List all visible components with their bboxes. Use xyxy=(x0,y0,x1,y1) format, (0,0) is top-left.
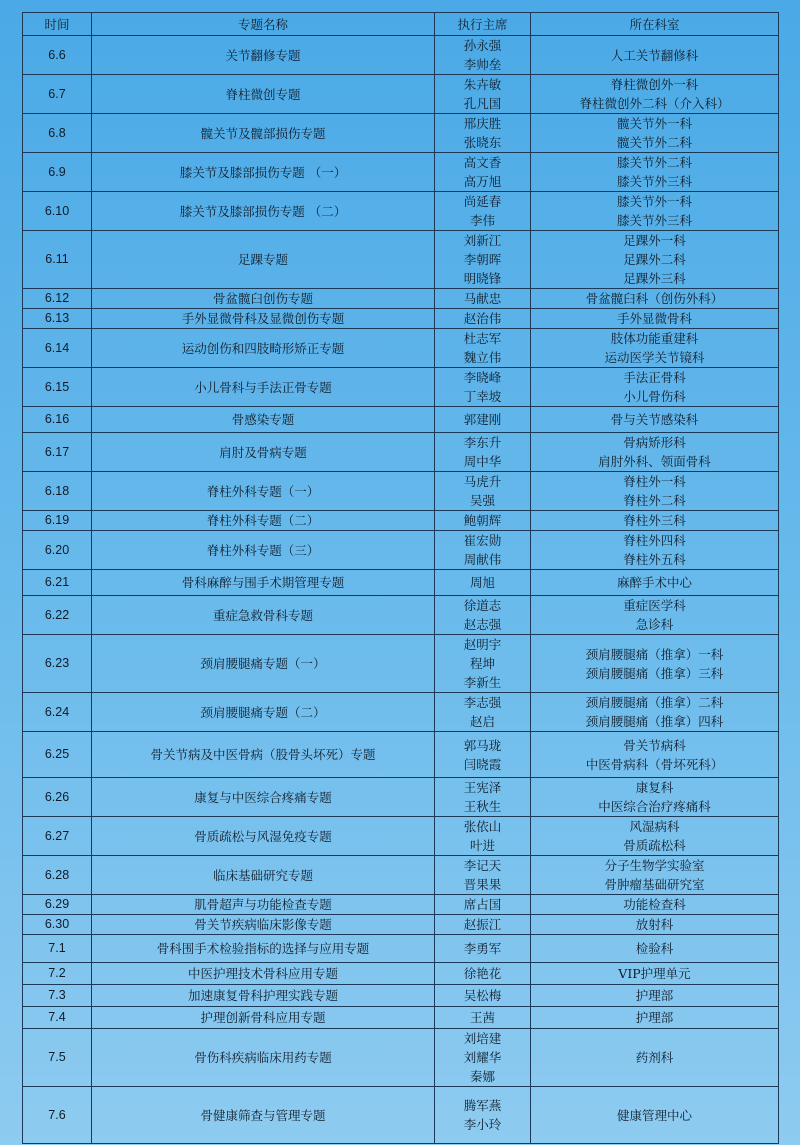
dept-name: 肢体功能重建科 xyxy=(610,331,699,346)
date-cell: 6.16 xyxy=(23,407,92,433)
chair-name: 李小玲 xyxy=(463,1117,502,1132)
header-topic: 专题名称 xyxy=(92,13,435,36)
dept-name: 脊柱外四科 xyxy=(623,533,686,548)
dept-cell xyxy=(531,596,779,635)
topic-cell: 骨健康筛查与管理专题 xyxy=(92,1087,435,1144)
dept-name: 麻醉手术中心 xyxy=(616,575,692,590)
dept-name: VIP护理单元 xyxy=(618,966,691,981)
header-row xyxy=(23,13,779,36)
chair-cell xyxy=(435,915,531,935)
table-row xyxy=(23,635,779,693)
dept-cell xyxy=(531,309,779,329)
chair-name: 魏立伟 xyxy=(463,350,502,365)
chair-cell xyxy=(435,635,531,693)
chair-cell xyxy=(435,36,531,75)
topic-cell: 脊柱微创专题 xyxy=(92,75,435,114)
chair-cell xyxy=(435,433,531,472)
dept-name: 骨病矫形科 xyxy=(623,435,686,450)
dept-cell xyxy=(531,635,779,693)
chair-name: 秦娜 xyxy=(469,1069,495,1084)
date-cell: 6.25 xyxy=(23,732,92,778)
date-cell: 6.6 xyxy=(23,36,92,75)
chair-name: 王宪泽 xyxy=(463,780,502,795)
chair-name: 席占国 xyxy=(463,897,502,912)
dept-name: 骨肿瘤基础研究室 xyxy=(604,877,705,892)
chair-cell xyxy=(435,693,531,732)
chair-name: 刘培建 xyxy=(463,1031,502,1046)
chair-cell xyxy=(435,531,531,570)
dept-cell xyxy=(531,368,779,407)
topic-cell: 骨科麻醉与围手术期管理专题 xyxy=(92,570,435,596)
chair-name: 李东升 xyxy=(463,435,502,450)
table-row xyxy=(23,407,779,433)
topic-cell: 颈肩腰腿痛专题（一） xyxy=(92,635,435,693)
chair-name: 孙永强 xyxy=(463,38,502,53)
topic-cell: 足踝专题 xyxy=(92,231,435,289)
topic-cell: 骨伤科疾病临床用药专题 xyxy=(92,1029,435,1087)
table-row xyxy=(23,985,779,1007)
chair-name: 腾军燕 xyxy=(463,1098,502,1113)
chair-cell xyxy=(435,1007,531,1029)
chair-name: 周献伟 xyxy=(463,552,502,567)
chair-name: 郭建刚 xyxy=(463,412,502,427)
dept-name: 健康管理中心 xyxy=(616,1107,692,1123)
date-cell: 6.20 xyxy=(23,531,92,570)
dept-name: 药剂科 xyxy=(635,1050,674,1065)
table-row xyxy=(23,472,779,511)
schedule-sheet xyxy=(22,12,778,1144)
date-cell: 7.4 xyxy=(23,1007,92,1029)
topic-cell: 髋关节及髋部损伤专题 xyxy=(92,114,435,153)
dept-cell xyxy=(531,511,779,531)
dept-cell xyxy=(531,289,779,309)
topic-cell: 临床基础研究专题 xyxy=(92,856,435,895)
topic-cell: 骨关节病及中医骨病（股骨头坏死）专题 xyxy=(92,732,435,778)
dept-cell xyxy=(531,75,779,114)
chair-name: 周旭 xyxy=(469,575,495,590)
dept-cell xyxy=(531,231,779,289)
chair-cell xyxy=(435,75,531,114)
chair-name: 郭马珑 xyxy=(463,737,502,753)
dept-name: 护理部 xyxy=(635,1010,674,1025)
table-row xyxy=(23,289,779,309)
chair-name: 李勇军 xyxy=(463,941,502,956)
topic-cell: 膝关节及膝部损伤专题 （一） xyxy=(92,153,435,192)
chair-name: 尚延春 xyxy=(463,194,502,209)
date-cell: 6.8 xyxy=(23,114,92,153)
chair-name: 吴强 xyxy=(469,493,495,508)
dept-cell xyxy=(531,963,779,985)
topic-cell: 护理创新骨科应用专题 xyxy=(92,1007,435,1029)
dept-name: 足踝外二科 xyxy=(623,252,686,267)
header-chair: 执行主席 xyxy=(435,13,531,36)
chair-cell xyxy=(435,985,531,1007)
dept-cell xyxy=(531,1087,779,1144)
dept-name: 骨关节病科 xyxy=(623,737,686,753)
table-row xyxy=(23,433,779,472)
dept-name: 功能检查科 xyxy=(623,897,686,912)
dept-cell xyxy=(531,433,779,472)
chair-name: 周中华 xyxy=(463,454,502,469)
chair-name: 赵明宇 xyxy=(463,637,502,652)
table-row xyxy=(23,693,779,732)
chair-name: 程坤 xyxy=(469,656,495,671)
table-row xyxy=(23,531,779,570)
date-cell: 6.17 xyxy=(23,433,92,472)
table-row xyxy=(23,329,779,368)
header-dept: 所在科室 xyxy=(531,13,779,36)
chair-name: 丁幸坡 xyxy=(463,389,502,404)
table-row xyxy=(23,309,779,329)
chair-name: 徐艳花 xyxy=(463,966,502,981)
chair-name: 崔宏勋 xyxy=(463,533,502,548)
topic-cell: 脊柱外科专题（一） xyxy=(92,472,435,511)
table-row xyxy=(23,856,779,895)
topic-cell: 康复与中医综合疼痛专题 xyxy=(92,778,435,817)
dept-name: 膝关节外三科 xyxy=(616,174,692,189)
dept-name: 髋关节外二科 xyxy=(616,135,692,150)
dept-cell xyxy=(531,192,779,231)
table-row xyxy=(23,935,779,963)
chair-name: 孔凡国 xyxy=(463,96,502,111)
schedule-table xyxy=(22,12,779,1144)
chair-name: 马虎升 xyxy=(463,474,502,489)
dept-cell xyxy=(531,472,779,511)
dept-cell xyxy=(531,1007,779,1029)
dept-name: 护理部 xyxy=(635,988,674,1003)
chair-name: 朱卉敏 xyxy=(463,77,502,92)
chair-name: 张晓东 xyxy=(463,135,502,150)
date-cell: 6.24 xyxy=(23,693,92,732)
chair-cell xyxy=(435,231,531,289)
date-cell: 7.1 xyxy=(23,935,92,963)
topic-cell: 重症急救骨科专题 xyxy=(92,596,435,635)
date-cell: 6.7 xyxy=(23,75,92,114)
chair-cell xyxy=(435,732,531,778)
dept-cell xyxy=(531,114,779,153)
dept-cell xyxy=(531,732,779,778)
dept-name: 颈肩腰腿痛（推拿）四科 xyxy=(585,714,724,729)
dept-cell xyxy=(531,778,779,817)
table-row xyxy=(23,368,779,407)
topic-cell: 骨质疏松与风湿免疫专题 xyxy=(92,817,435,856)
dept-name: 运动医学关节镜科 xyxy=(604,350,705,365)
dept-name: 髋关节外一科 xyxy=(616,116,692,131)
dept-name: 颈肩腰腿痛（推拿）三科 xyxy=(585,665,724,681)
header-date: 时间 xyxy=(23,13,92,36)
dept-name: 手法正骨科 xyxy=(623,370,686,385)
chair-cell xyxy=(435,407,531,433)
chair-cell xyxy=(435,472,531,511)
chair-cell xyxy=(435,153,531,192)
date-cell: 6.12 xyxy=(23,289,92,309)
dept-name: 膝关节外二科 xyxy=(616,155,692,170)
chair-name: 李朝晖 xyxy=(463,252,502,267)
date-cell: 6.11 xyxy=(23,231,92,289)
chair-cell xyxy=(435,935,531,963)
table-row xyxy=(23,817,779,856)
dept-name: 脊柱外三科 xyxy=(623,513,686,528)
topic-cell: 膝关节及膝部损伤专题 （二） xyxy=(92,192,435,231)
chair-name: 刘新江 xyxy=(463,233,502,248)
chair-name: 李晓峰 xyxy=(463,370,502,385)
topic-cell: 骨盆髋臼创伤专题 xyxy=(92,289,435,309)
table-row xyxy=(23,231,779,289)
table-row xyxy=(23,895,779,915)
date-cell: 6.18 xyxy=(23,472,92,511)
dept-name: 放射科 xyxy=(635,917,674,932)
chair-cell xyxy=(435,309,531,329)
topic-cell: 运动创伤和四肢畸形矫正专题 xyxy=(92,329,435,368)
dept-name: 足踝外一科 xyxy=(623,233,686,248)
date-cell: 6.29 xyxy=(23,895,92,915)
table-row xyxy=(23,570,779,596)
chair-name: 刘耀华 xyxy=(463,1050,502,1065)
dept-cell xyxy=(531,895,779,915)
table-row xyxy=(23,511,779,531)
dept-name: 脊柱微创外二科（介入科） xyxy=(579,96,730,111)
dept-cell xyxy=(531,985,779,1007)
table-row xyxy=(23,1029,779,1087)
dept-cell xyxy=(531,935,779,963)
dept-cell xyxy=(531,693,779,732)
dept-name: 膝关节外三科 xyxy=(616,213,692,228)
chair-name: 李志强 xyxy=(463,695,502,710)
table-row xyxy=(23,1007,779,1029)
chair-cell xyxy=(435,963,531,985)
table-row xyxy=(23,192,779,231)
dept-name: 膝关节外一科 xyxy=(616,194,692,209)
chair-cell xyxy=(435,114,531,153)
chair-cell xyxy=(435,511,531,531)
dept-name: 脊柱外一科 xyxy=(623,474,686,489)
topic-cell: 骨科围手术检验指标的选择与应用专题 xyxy=(92,935,435,963)
date-cell: 7.2 xyxy=(23,963,92,985)
chair-name: 徐道志 xyxy=(463,598,502,613)
table-row xyxy=(23,1087,779,1144)
chair-name: 李帅垒 xyxy=(463,57,502,72)
chair-cell xyxy=(435,192,531,231)
topic-cell: 手外显微骨科及显微创伤专题 xyxy=(92,309,435,329)
table-row xyxy=(23,36,779,75)
date-cell: 6.15 xyxy=(23,368,92,407)
chair-cell xyxy=(435,368,531,407)
table-row xyxy=(23,778,779,817)
date-cell: 6.10 xyxy=(23,192,92,231)
chair-cell xyxy=(435,570,531,596)
chair-cell xyxy=(435,1029,531,1087)
topic-cell: 肌骨超声与功能检查专题 xyxy=(92,895,435,915)
chair-name: 赵志强 xyxy=(463,617,502,632)
topic-cell: 脊柱外科专题（二） xyxy=(92,511,435,531)
table-row xyxy=(23,153,779,192)
dept-name: 小儿骨伤科 xyxy=(623,389,686,404)
date-cell: 6.19 xyxy=(23,511,92,531)
chair-name: 赵启 xyxy=(469,714,495,729)
dept-name: 手外显微骨科 xyxy=(616,311,692,326)
topic-cell: 骨感染专题 xyxy=(92,407,435,433)
date-cell: 6.13 xyxy=(23,309,92,329)
dept-name: 康复科 xyxy=(635,780,674,795)
dept-cell xyxy=(531,856,779,895)
chair-name: 马献忠 xyxy=(463,291,502,306)
chair-name: 闫晓霞 xyxy=(463,756,502,772)
dept-cell xyxy=(531,915,779,935)
dept-cell xyxy=(531,531,779,570)
chair-name: 赵振江 xyxy=(463,917,502,932)
dept-name: 足踝外三科 xyxy=(623,271,686,286)
chair-name: 晋果果 xyxy=(463,877,502,892)
topic-cell: 肩肘及骨病专题 xyxy=(92,433,435,472)
dept-cell xyxy=(531,329,779,368)
chair-name: 高文香 xyxy=(463,155,502,170)
chair-name: 李新生 xyxy=(463,675,502,690)
chair-cell xyxy=(435,596,531,635)
chair-name: 赵治伟 xyxy=(463,311,502,326)
date-cell: 6.14 xyxy=(23,329,92,368)
dept-cell xyxy=(531,153,779,192)
dept-name: 人工关节翻修科 xyxy=(610,47,699,63)
date-cell: 6.26 xyxy=(23,778,92,817)
chair-cell xyxy=(435,289,531,309)
date-cell: 7.6 xyxy=(23,1087,92,1144)
dept-name: 脊柱外二科 xyxy=(623,493,686,508)
dept-name: 骨质疏松科 xyxy=(623,838,686,853)
dept-cell xyxy=(531,570,779,596)
chair-name: 高万旭 xyxy=(463,174,502,189)
topic-cell: 小儿骨科与手法正骨专题 xyxy=(92,368,435,407)
dept-cell xyxy=(531,407,779,433)
chair-name: 叶进 xyxy=(469,838,495,853)
schedule-body xyxy=(23,36,779,1144)
chair-cell xyxy=(435,817,531,856)
chair-cell xyxy=(435,856,531,895)
topic-cell: 加速康复骨科护理实践专题 xyxy=(92,985,435,1007)
date-cell: 7.5 xyxy=(23,1029,92,1087)
chair-cell xyxy=(435,1087,531,1144)
dept-cell xyxy=(531,1029,779,1087)
chair-name: 吴松梅 xyxy=(463,988,502,1003)
topic-cell: 中医护理技术骨科应用专题 xyxy=(92,963,435,985)
dept-name: 检验科 xyxy=(635,941,674,956)
dept-name: 重症医学科 xyxy=(623,598,686,613)
table-row xyxy=(23,75,779,114)
table-row xyxy=(23,915,779,935)
table-row xyxy=(23,732,779,778)
chair-name: 张依山 xyxy=(463,819,502,834)
date-cell: 6.23 xyxy=(23,635,92,693)
chair-name: 杜志军 xyxy=(463,331,502,346)
dept-name: 风湿病科 xyxy=(629,819,680,834)
dept-cell xyxy=(531,817,779,856)
topic-cell: 骨关节疾病临床影像专题 xyxy=(92,915,435,935)
topic-cell: 脊柱外科专题（三） xyxy=(92,531,435,570)
dept-name: 脊柱外五科 xyxy=(623,552,686,567)
dept-name: 骨盆髋臼科（创伤外科） xyxy=(585,291,724,306)
dept-name: 中医综合治疗疼痛科 xyxy=(598,799,711,814)
chair-name: 王茜 xyxy=(469,1010,495,1025)
date-cell: 6.30 xyxy=(23,915,92,935)
topic-cell: 关节翻修专题 xyxy=(92,36,435,75)
dept-name: 脊柱微创外一科 xyxy=(610,77,699,92)
table-row xyxy=(23,963,779,985)
date-cell: 6.9 xyxy=(23,153,92,192)
date-cell: 6.28 xyxy=(23,856,92,895)
chair-cell xyxy=(435,329,531,368)
dept-name: 分子生物学实验室 xyxy=(604,858,705,873)
table-row xyxy=(23,596,779,635)
date-cell: 7.3 xyxy=(23,985,92,1007)
date-cell: 6.21 xyxy=(23,570,92,596)
dept-name: 肩肘外科、领面骨科 xyxy=(598,454,711,469)
dept-name: 中医骨病科（骨坏死科） xyxy=(585,756,724,772)
chair-cell xyxy=(435,895,531,915)
chair-name: 鲍朝辉 xyxy=(463,513,502,528)
dept-cell xyxy=(531,36,779,75)
dept-name: 骨与关节感染科 xyxy=(610,412,699,427)
topic-cell: 颈肩腰腿痛专题（二） xyxy=(92,693,435,732)
chair-cell xyxy=(435,778,531,817)
chair-name: 王秋生 xyxy=(463,799,502,814)
table-row xyxy=(23,114,779,153)
date-cell: 6.27 xyxy=(23,817,92,856)
date-cell: 6.22 xyxy=(23,596,92,635)
chair-name: 李记天 xyxy=(463,858,502,873)
dept-name: 颈肩腰腿痛（推拿）一科 xyxy=(585,646,724,662)
chair-name: 李伟 xyxy=(469,213,495,228)
dept-name: 急诊科 xyxy=(635,617,674,632)
dept-name: 颈肩腰腿痛（推拿）二科 xyxy=(585,695,724,710)
chair-name: 明晓锋 xyxy=(463,271,502,286)
chair-name: 邢庆胜 xyxy=(463,116,502,131)
